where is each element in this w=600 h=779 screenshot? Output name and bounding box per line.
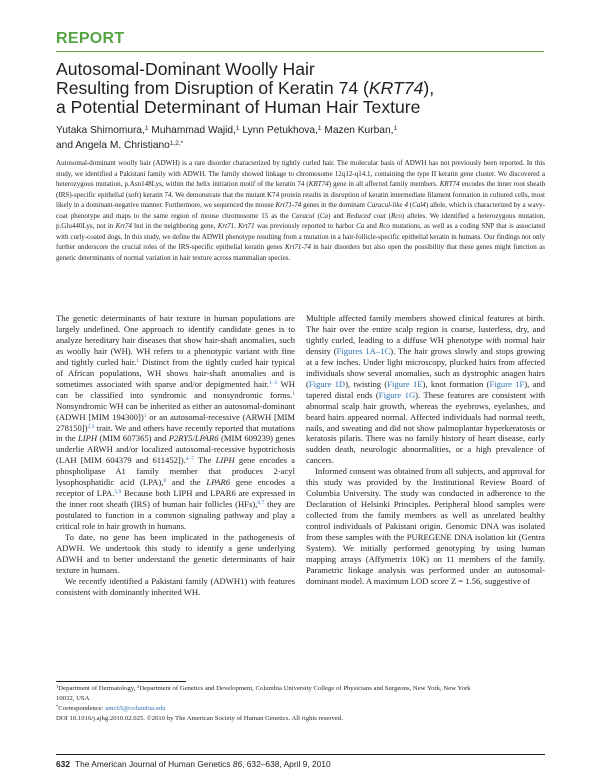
author-name: and Angela M. Christiano [56, 139, 170, 151]
page-number: 632 [56, 759, 70, 769]
citation-link[interactable]: 5,9 [114, 489, 122, 496]
running-footer [56, 759, 331, 769]
author-line-2: and Angela M. Christiano$^{1,2,*}$ [56, 139, 184, 151]
title-line-1: Autosomal-Dominant Woolly Hair [56, 59, 315, 79]
body-paragraph: To date, no gene has been implicated in the pathogenesis of ADWH. We undertook this study to identify a gene underlying ADWH and to better understand the genetic determinants of hair texture in humans. [56, 532, 295, 575]
body-paragraph: Multiple affected family members showed clinical features at birth. The hair over the entire scalp region is coarse, lusterless, dry, and tightly curled, leading to a diffuse WH phenotype with normal hair density (Figures 1A–1C). The hair grows slowly and stops growing at a few inches. Under light microscopy, plucked hairs from affected individuals show several anomalies, such as dystrophic anagen hairs (Figure 1D), twisting (Figure 1E), knot formation (Figure 1F), and tapered distal ends (Figure 1G). These features are consistent with abnormal scalp hair growth, whereas the eyebrows, eyelashes, and beard hairs appeared normal. Affected individuals had normal teeth, nails, and sweating and did not show palmoplantar hyperkeratosis or keratosis pilaris. There was no family history of heart disease, early sudden death, neurologic abnormalities, or a high prevalence of cancers. [306, 313, 546, 466]
citation-link[interactable]: 1 [292, 390, 295, 397]
volume-number: 86 [232, 759, 243, 769]
correspondence-line: *Correspondence: amc65@columbia.edu [56, 703, 166, 712]
affiliation-line: 10032, USA [56, 694, 90, 702]
figure-link[interactable]: Figure 1F [489, 378, 525, 389]
author-name: Lynn Petukhova, [239, 125, 318, 136]
figure-link[interactable]: Figures 1A–1C [336, 345, 391, 356]
body-column-right [306, 313, 545, 587]
citation-details: , 632–638, April 9, 2010 [242, 759, 331, 769]
footnote-rule [56, 681, 186, 682]
section-label: REPORT [56, 30, 125, 47]
abstract: Autosomal-dominant woolly hair (ADWH) is a rare disorder characterized by tightly curled hair. The molecular basis of ADWH has not previously been reported. In this study, we identified a Pakistani family with ADWH. The family showed linkage to chromosome 12q12-q14.1, containing the type II keratin gene cluster. We discovered a heterozygous mutation, p.Asn148Lys, within the helix initiation motif of the keratin 74 (KRT74) gene in all affected family members. KRT74 encodes the inner root sheath (IRS)-specific epithelial (soft) keratin 74. We demonstrate that the mutant K74 protein results in disruption of keratin intermediate filament formation in cultured cells, most likely in a dominant-negative manner. Furthermore, we sequenced the mouse Krt71-74 genes in the dominant Caracul-like 4 (Cal4) allele, which is characterized by a wavy-coat phenotype and maps to the same region of mouse chromosome 15 as the Caracul (Ca) and Reduced coat (Rco) alleles. We identified a heterozygous mutation, p.Glu440Lys, not in Krt74 but in the neighboring gene, Krt71. Krt71 was previously reported to harbor Ca and Rco mutations, as well as a coding SNP that is associated with curly-coated dogs. In this study, we define the ADWH phenotype resulting from a mutation in a hair-follicle-specific epithelial keratin in humans. Our findings not only further underscore the crucial roles of the IRS-specific epithelial keratin genes Krt71-74 in hair disorders but also open the possibility that these genes might function as genetic determinants of normal variation in hair texture across mammalian species. [56, 159, 546, 262]
citation-link[interactable]: 4–7 [185, 456, 195, 463]
body-paragraph: The genetic determinants of hair texture in human populations are largely undefined. One approach to identify candidate genes is to analyze hereditary hair diseases that show hair-shaft anomalies, such as woolly hair (WH). WH refers to a phenotypic variant with fine and tightly curled hair.$^1$ Distinct from the tightly curled hair typical of African populations, WH shows hair-shaft anomalies and is sometimes associated with sparse and/or depigmented hair.$^{1-3}$ WH can be classified into syndromic and nonsyndromic forms.$^1$ Nonsyndromic WH can be inherited as either an autosomal-dominant (ADWH [MIM 194300])$^1$ or an autosomal-recessive (ARWH [MIM 278150])$^{2,3}$ trait. We and others have recently reported that mutations in the LIPH (MIM 607365) and P2RY5/LPAR6 (MIM 609239) genes underlie ARWH and/or localized autosomal-recessive hypotrichosis (LAH [MIM 604379 and 611452]).$^{4-7}$ The LIPH gene encodes a phospholipase A1 family member that produces 2-acyl lysophosphatidic acid (LPA),$^8$ and the LPAR6 gene encodes a receptor of LPA.$^{5,9}$ Because both LIPH and LPAR6 are expressed in the inner root sheath (IRS) of human hair follicles (HFs),$^{6,7}$ they are postulated to function in a common signaling pathway and play a critical role in hair growth in humans. [56, 313, 296, 532]
author-name: Muhammad Wajid, [148, 125, 236, 136]
author-name: Mazen Kurban, [321, 125, 394, 136]
footnotes [56, 684, 545, 724]
doi-line: DOI 10.1016/j.ajhg.2010.02.025. ©2010 by The American Society of Human Genetics. All rights reserved. [56, 714, 343, 722]
title-gene: KRT74 [368, 78, 424, 99]
citation-link[interactable]: 1 [143, 412, 147, 419]
figure-link[interactable]: Figure 1G [378, 389, 416, 400]
article-title [56, 60, 536, 118]
body-paragraph: Informed consent was obtained from all subjects, and approval for this study was provided by the Institutional Review Board of Columbia University. The study was conducted in adherence to the Declaration of Helsinki Principles. Peripheral blood samples were collected from the family members as well as unrelated healthy control individuals of Pakistani origin. Genomic DNA was isolated from these samples with the PUREGENE DNA isolation kit (Gentra System). We initially performed genotyping by using human mapping arrays (Affymetrix 10K) on 11 members of the family. Parametric linkage analysis was performed under an autosomal-dominant model. A maximum LOD score Z = 1.56, suggestive of [306, 466, 545, 586]
figure-link[interactable]: Figure 1D [308, 378, 346, 389]
citation-link[interactable]: 2,3 [87, 423, 95, 430]
author-name: Yutaka Shimomura, [56, 125, 145, 136]
author-list [56, 124, 536, 153]
title-line-3: a Potential Determinant of Human Hair Texture [56, 97, 421, 118]
citation-link[interactable]: 6,7 [257, 500, 265, 507]
affiliation-line: $^1$Department of Dermatology, $^2$Department of Genetics and Development, Columbia University College of Physicians and Surgeons, New York, New York [56, 684, 471, 692]
citation-link[interactable]: 8 [163, 478, 167, 485]
citation-link[interactable]: 1–3 [268, 379, 278, 386]
body-paragraph: We recently identified a Pakistani family (ADWH1) with features consistent with dominantly inherited WH. [56, 575, 295, 597]
author-line-1: Yutaka Shimomura,$^1$ Muhammad Wajid,$^1$ Lynn Petukhova,$^1$ Mazen Kurban,$^1$ [56, 125, 398, 136]
correspondence-email-link[interactable]: amc65@columbia.edu [105, 704, 166, 712]
citation-link[interactable]: 1 [136, 357, 140, 364]
journal-name: The American Journal of Human Genetics [74, 759, 233, 769]
title-line-2: Resulting from Disruption of Keratin 74 (KRT74), [56, 78, 435, 99]
figure-link[interactable]: Figure 1E [387, 378, 423, 389]
section-rule [56, 51, 544, 52]
footer-rule [56, 754, 545, 755]
body-column-left [56, 313, 295, 598]
